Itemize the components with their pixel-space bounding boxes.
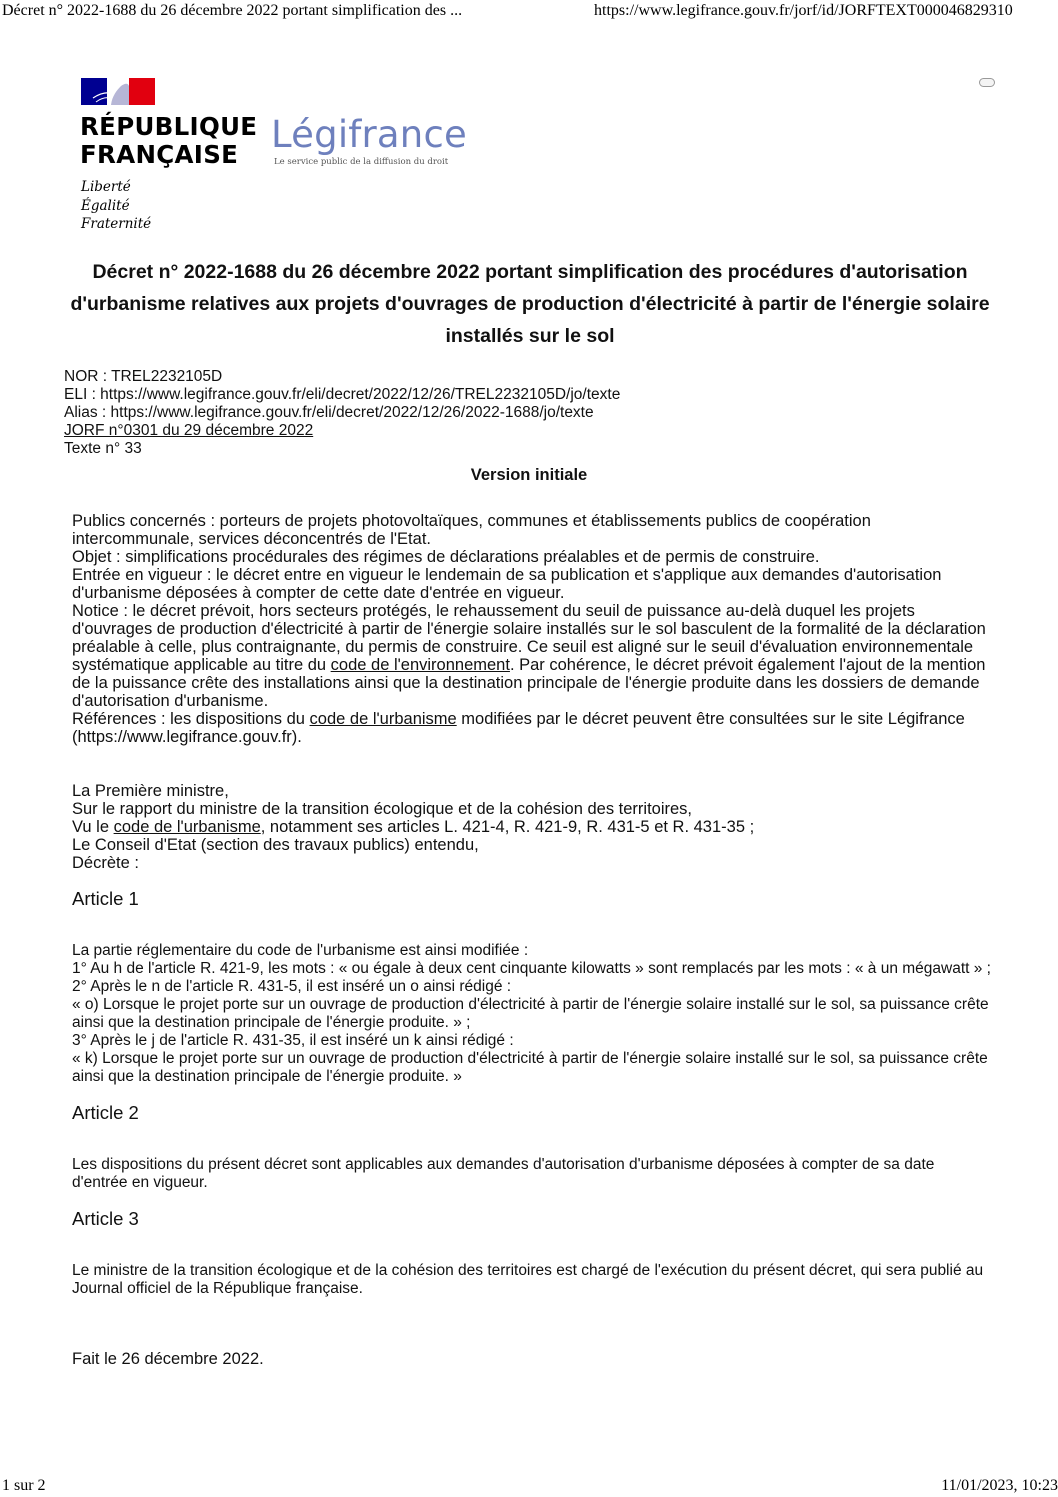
article-1 [72,888,992,1086]
article-3 [72,1208,992,1298]
motto-fraternite: Fraternité [81,216,152,232]
preamble-vu-le: Vu le [72,818,114,836]
preamble-line-1: La Première ministre, [72,782,229,800]
jorf-link[interactable]: JORF n°0301 du 29 décembre 2022 [64,422,314,439]
article-1-line: « o) Lorsque le projet porte sur un ouvrage de production d'électricité à partir de l'énergie solaire installé sur le sol, sa puissance crête ainsi que la destination principale de l'énergie produite. » ; [72,996,989,1031]
article-1-line: La partie réglementaire du code de l'urbanisme est ainsi modifiée : [72,942,529,959]
entree-en-vigueur: Entrée en vigueur : le décret entre en vigueur le lendemain de sa publication et s'applique aux demandes d'autorisation d'urbanisme déposées à compter de cette date d'entrée en vigueur. [72,566,942,602]
page-counter: 1 sur 2 [2,1477,46,1494]
print-header-title: Décret n° 2022-1688 du 26 décembre 2022 portant simplification des ... [2,2,463,19]
article-3-line: Le ministre de la transition écologique et de la cohésion des territoires est chargé de l'exécution du présent décret, qui sera publié au Journal officiel de la République française. [72,1262,984,1297]
texte-number: Texte n° 33 [64,440,142,457]
notice-paragraph [72,602,992,710]
preamble-code-urbanisme-link[interactable]: code de l'urbanisme [113,818,261,836]
objet: Objet : simplifications procédurales des régimes de déclarations préalables et de permis de construire. [72,548,820,566]
code-urbanisme-link[interactable]: code de l'urbanisme [309,710,457,728]
preamble-line-5: Décrète : [72,854,139,872]
republic-line-2: FRANÇAISE [80,140,239,169]
alias-link: Alias : https://www.legifrance.gouv.fr/eli/decret/2022/12/26/2022-1688/jo/texte [64,404,594,421]
article-1-line: 1° Au h de l'article R. 421-9, les mots : « ou égale à deux cent cinquante kilowatts » sont remplacés par les mots : « à un mégawatt » ; [72,960,991,977]
print-timestamp: 11/01/2023, 10:23 [941,1477,1058,1494]
article-1-body [72,942,992,1086]
legifrance-brand: Légifrance [271,113,467,156]
preamble [72,782,992,872]
preamble-line-3 [72,818,992,836]
republique-francaise-wordmark [80,113,257,169]
signature-date: Fait le 26 décembre 2022. [72,1350,264,1368]
toggle-pill-icon[interactable] [979,78,995,87]
article-1-line: 2° Après le n de l'article R. 431-5, il est inséré un o ainsi rédigé : [72,978,512,995]
legifrance-tagline: Le service public de la diffusion du droit [274,157,449,167]
article-2 [72,1102,992,1192]
decree-metadata [64,368,620,458]
notice-text-b: . Par cohérence, le décret prévoit également l'ajout de la mention de la puissance crête des installations ainsi que la destination principale de l'énergie produite dans les dossiers de demande d'autorisation d'urbanisme. [72,656,986,710]
article-3-body [72,1262,992,1298]
article-3-title: Article 3 [72,1208,139,1229]
article-2-body [72,1156,992,1192]
refs-text-b: modifiées par le décret peuvent être consultées sur le site Légifrance (https://www.legifrance.gouv.fr). [72,710,965,746]
decree-content [72,512,992,1368]
motto-liberte: Liberté [81,179,131,195]
print-header-url: https://www.legifrance.gouv.fr/jorf/id/JORFTEXT000046829310 [594,2,1013,19]
refs-text-a: Références : les dispositions du [72,710,310,728]
preamble-line-2: Sur le rapport du ministre de la transition écologique et de la cohésion des territoires, [72,800,693,818]
republic-motto [81,178,151,234]
nor-reference: NOR : TREL2232105D [64,368,223,385]
print-header [0,2,1058,24]
publics-concernes: Publics concernés : porteurs de projets photovoltaïques, communes et établissements publics de coopération intercommunale, services déconcentrés de l'Etat. [72,512,871,548]
version-label: Version initiale [470,466,588,484]
notice-section [72,512,992,746]
eli-link: ELI : https://www.legifrance.gouv.fr/eli/decret/2022/12/26/TREL2232105D/jo/texte [64,386,621,403]
print-footer [0,1477,1058,1497]
preamble-line-4: Le Conseil d'Etat (section des travaux publics) entendu, [72,836,479,854]
marianne-flag-icon [81,78,155,105]
article-1-line: 3° Après le j de l'article R. 431-35, il est inséré un k ainsi rédigé : [72,1032,514,1049]
code-environnement-link[interactable]: code de l'environnement [330,656,510,674]
motto-egalite: Égalité [81,197,130,214]
references-paragraph [72,710,992,746]
preamble-articles: , notamment ses articles L. 421-4, R. 421-9, R. 431-5 et R. 431-35 ; [260,818,755,836]
legifrance-logo[interactable] [80,76,500,236]
article-1-title: Article 1 [72,888,139,909]
article-2-line: Les dispositions du présent décret sont applicables aux demandes d'autorisation d'urbanisme déposées à compter de sa date d'entrée en vigueur. [72,1156,935,1191]
decree-title: Décret n° 2022-1688 du 26 décembre 2022 portant simplification des procédures d'autorisation d'urbanisme relatives aux projets d'ouvrages de production d'électricité à partir de l'énergie solaire installés sur le sol [70,261,990,347]
article-1-line: « k) Lorsque le projet porte sur un ouvrage de production d'électricité à partir de l'énergie solaire installé sur le sol, sa puissance crête ainsi que la destination principale de l'énergie produite. » [72,1050,988,1085]
republic-line-1: RÉPUBLIQUE [80,112,258,141]
notice-text-a: Notice : le décret prévoit, hors secteurs protégés, le rehaussement du seuil de puissance au-delà duquel les projets d'ouvrages de production d'électricité à partir de l'énergie solaire installés sur le sol basculent de la formalité de la déclaration préalable à celle, plus contraignante, du permis de construire. Ce seuil est aligné sur le seuil d'évaluation environnementale systématique applicable au titre du [72,602,986,674]
article-2-title: Article 2 [72,1102,139,1123]
